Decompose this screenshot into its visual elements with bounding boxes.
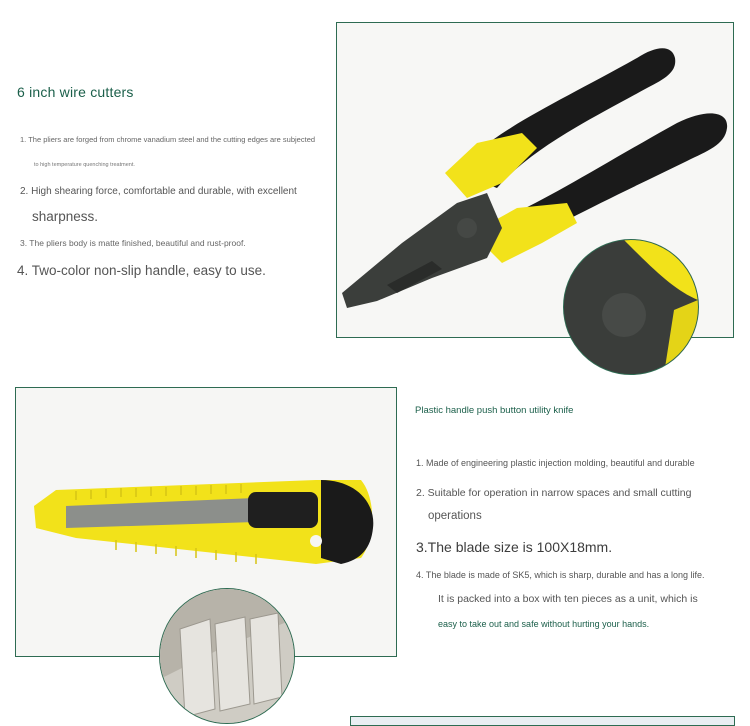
knife-feature-2-cont: operations (428, 510, 482, 522)
pliers-feature-2-cont: sharpness. (32, 209, 99, 224)
knife-feature-4: 4. The blade is made of SK5, which is sharp, durable and has a long life. (416, 570, 705, 580)
knife-feature-2: 2. Suitable for operation in narrow spaces and small cutting (416, 487, 692, 499)
pliers-detail-zoom (563, 239, 699, 375)
pliers-title: 6 inch wire cutters (17, 84, 134, 100)
knife-blade-zoom (159, 588, 295, 724)
pliers-feature-1: 1. The pliers are forged from chrome vanadium steel and the cutting edges are subjected (20, 135, 316, 144)
knife-feature-3: 3.The blade size is 100X18mm. (416, 539, 613, 555)
next-product-image (350, 716, 735, 726)
knife-title: Plastic handle push button utility knife (415, 405, 574, 416)
knife-feature-1: 1. Made of engineering plastic injection molding, beautiful and durable (416, 458, 695, 468)
pliers-feature-3: 3. The pliers body is matte finished, beautiful and rust-proof. (20, 238, 246, 248)
knife-blade-illustration (160, 589, 294, 723)
pliers-feature-1-cont: to high temperature quenching treatment. (34, 162, 135, 168)
knife-feature-4-cont2: easy to take out and safe without hurting your hands. (438, 619, 650, 629)
pliers-feature-2: 2. High shearing force, comfortable and durable, with excellent (20, 186, 297, 197)
pliers-feature-4: 4. Two-color non-slip handle, easy to use. (17, 263, 266, 278)
knife-feature-4-cont: It is packed into a box with ten pieces as a unit, which is (438, 593, 698, 605)
pliers-detail-illustration (564, 240, 698, 374)
